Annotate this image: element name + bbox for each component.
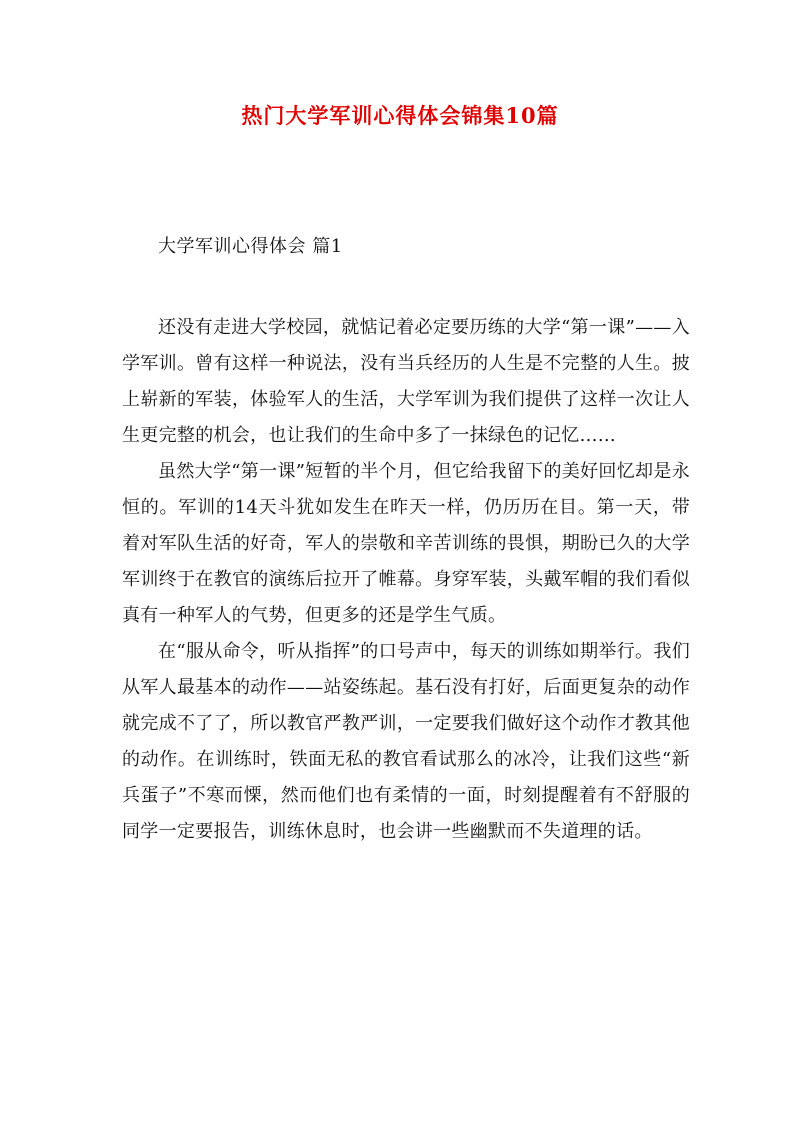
body-text — [122, 310, 690, 850]
paragraph-3: 在“服从命令，听从指挥”的口号声中，每天的训练如期举行。我们从军人最基本的动作——站姿练起。基石没有打好，后面更复杂的动作就完成不了了，所以教官严教严训，一定要我们做好这个动作才教其他的动作。在训练时，铁面无私的教官看试那么的冰冷，让我们这些“新兵蛋子”不寒而慄，然而他们也有柔情的一面，时刻提醒着有不舒服的同学一定要报告，训练休息时，也会讲一些幽默而不失道理的话。 — [122, 641, 690, 842]
paragraph-2: 虽然大学“第一课”短暂的半个月，但它给我留下的美好回忆却是永恒的。军训的14天斗犹如发生在昨天一样，仍历历在目。第一天，带着对军队生活的好奇，军人的崇敬和辛苦训练的畏惧，期盼已久的大学军训终于在教官的演练后拉开了帷幕。身穿军装，头戴军帽的我们看似真有一种军人的气势，但更多的还是学生气质。 — [122, 461, 690, 626]
paragraph-1: 还没有走进大学校园，就惦记着必定要历练的大学“第一课”——入学军训。曾有这样一种说法，没有当兵经历的人生是不完整的人生。披上崭新的军装，体验军人的生活，大学军训为我们提供了这样一次让人生更完整的机会，也让我们的生命中多了一抹绿色的记忆…… — [122, 317, 690, 446]
document-title: 热门大学军训心得体会锦集10篇 — [241, 103, 559, 128]
section-heading: 大学军训心得体会 篇1 — [158, 236, 343, 257]
